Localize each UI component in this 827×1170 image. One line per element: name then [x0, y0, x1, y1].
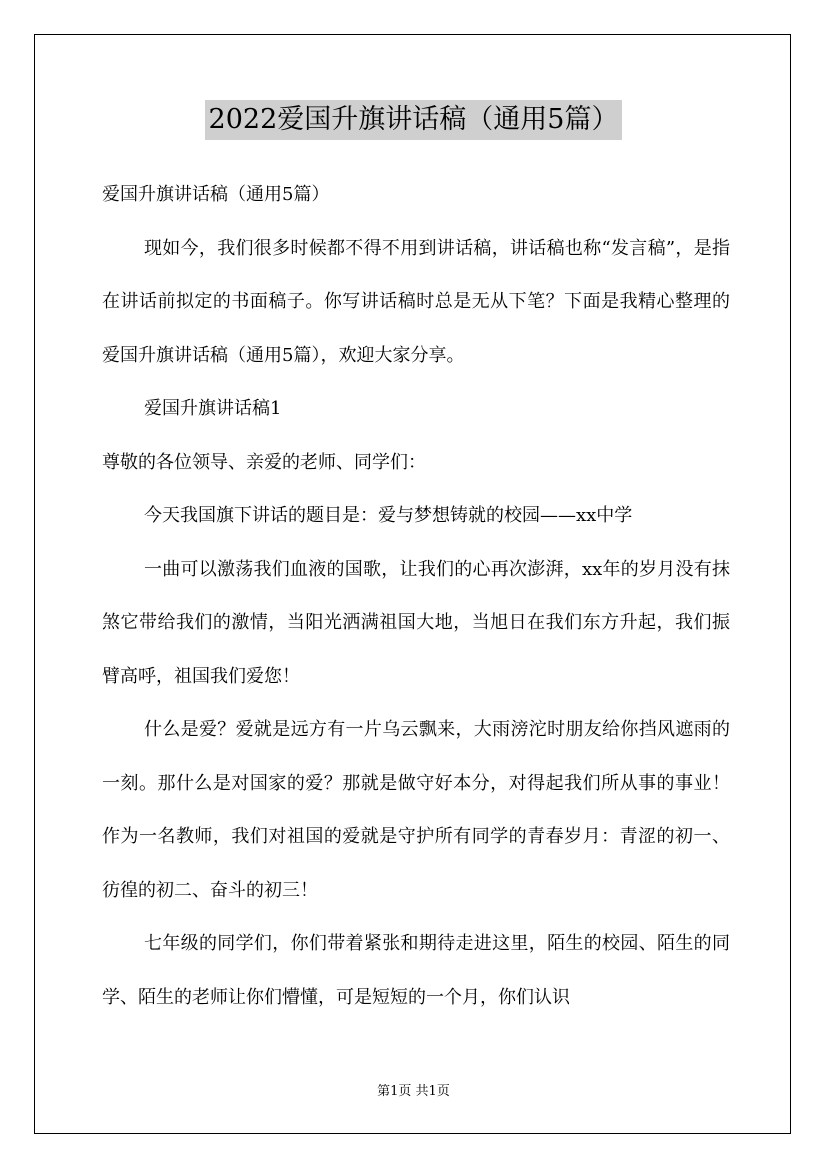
paragraph: 爱国升旗讲话稿1 [144, 398, 282, 419]
paragraph: 一曲可以激荡我们血液的国歌，让我们的心再次澎湃，xx年的岁月没有抹煞它带给我们的激情，当阳光洒满祖国大地，当旭日在我们东方升起，我们振臂高呼，祖国我们爱您！ [102, 558, 730, 687]
document-body [102, 168, 730, 1024]
document-title-container [0, 100, 827, 140]
paragraph: 什么是爱？爱就是远方有一片乌云飘来，大雨滂沱时朋友给你挡风遮雨的一刻。那什么是对国家的爱？那就是做守好本分，对得起我们所从事的事业！作为一名教师，我们对祖国的爱就是守护所有同学的青春岁月：青涩的初一、彷徨的初二、奋斗的初三！ [102, 719, 730, 901]
paragraph: 尊敬的各位领导、亲爱的老师、同学们： [102, 451, 426, 473]
page-number: 第1页 共1页 [377, 1084, 450, 1099]
paragraph: 七年级的同学们，你们带着紧张和期待走进这里，陌生的校园、陌生的同学、陌生的老师让你们懵懂，可是短短的一个月，你们认识 [102, 933, 730, 1008]
paragraph: 现如今，我们很多时候都不得不用到讲话稿，讲话稿也称“发言稿”，是指在讲话前拟定的书面稿子。你写讲话稿时总是无从下笔？下面是我精心整理的爱国升旗讲话稿（通用5篇），欢迎大家分享。 [102, 237, 730, 366]
paragraph: 今天我国旗下讲话的题目是：爱与梦想铸就的校园——xx中学 [144, 505, 633, 526]
page-footer [0, 1082, 827, 1102]
paragraph: 爱国升旗讲话稿（通用5篇） [102, 184, 330, 205]
document-title: 2022爱国升旗讲话稿（通用5篇） [205, 100, 623, 140]
